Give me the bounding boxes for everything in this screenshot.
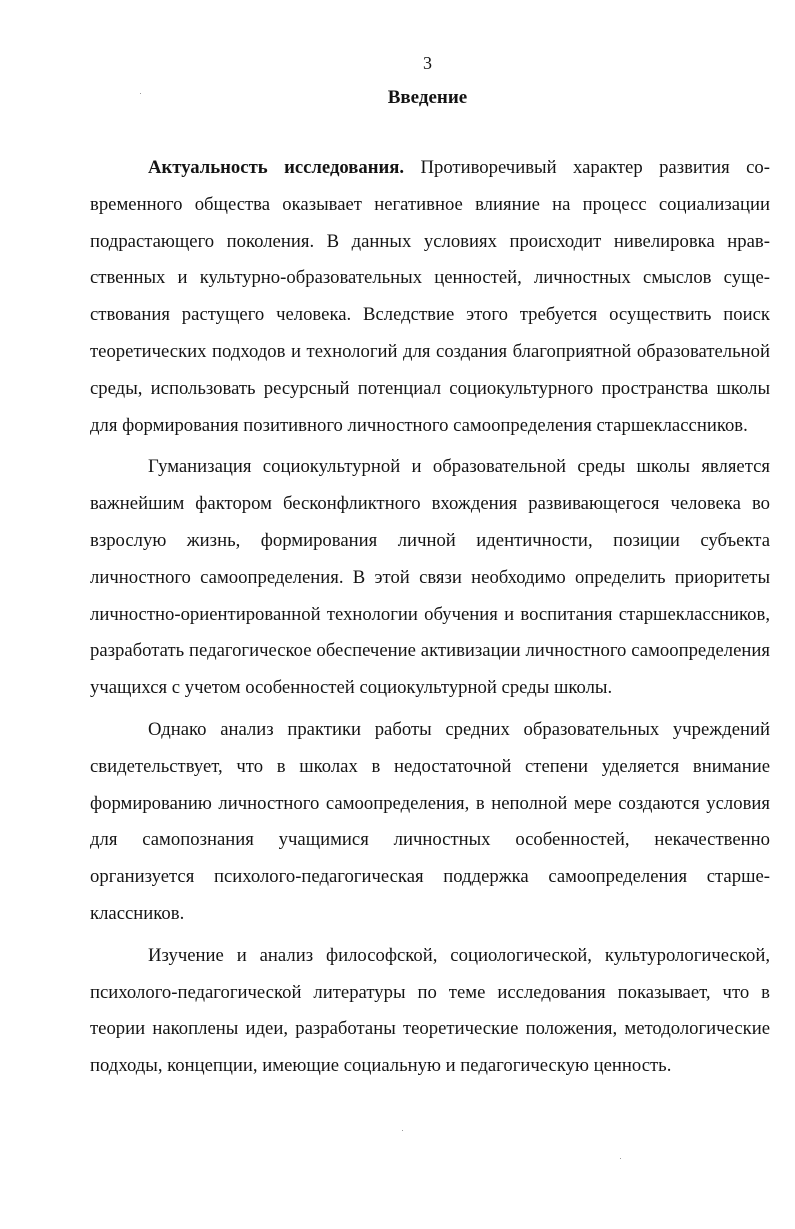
page-title: Введение: [387, 87, 468, 108]
paragraph-lead-heading: Актуальность исследования.: [148, 157, 405, 178]
paragraph-literature-review: Изучение и анализ философской, социологической, культурологической, психолого-педагогической литературы по теме исследования показывает, что в теории накоплены идеи, разработаны теоретические положения, методологические подходы, концепции, имеющие социальную и педагогическую ценность.: [90, 944, 770, 1077]
paragraph-relevance: [90, 150, 770, 444]
scan-speck: [140, 93, 141, 94]
body-text: [90, 150, 770, 1090]
paragraph-text: Противоречивый характер развития современного общества оказывает негативное влияние на процесс социализации подрастающего поколения. В данных условиях происходит нивелировка нравственных и культурно-образовательных ценностей, личностных смыслов существования растущего человека. Вследствие этого требуется осуществить поиск теоретических подходов и технологий для создания благоприятной образовательной среды, использовать ресурсный потенциал социокультурного пространства школы для формирования позитивного личностного самоопределения старшеклассников.: [90, 157, 771, 436]
page-number: 3: [423, 53, 432, 73]
scan-speck: [620, 1158, 621, 1159]
paragraph-practice-analysis: Однако анализ практики работы средних образовательных учреждений свидетельствует, что в школах в недостаточной степени уделяется внимание формированию личностного самоопределения, в неполной мере создаются условия для самопознания учащимися личностных особенностей, некачественно организуется психолого-педагогическая поддержка самоопределения старшеклассников.: [90, 718, 770, 924]
scan-speck: [402, 1130, 403, 1131]
paragraph-humanization: Гуманизация социокультурной и образовательной среды школы является важнейшим фактором бесконфликтного вхождения развивающегося человека во взрослую жизнь, формирования личной идентичности, позиции субъекта личностного самоопределения. В этой связи необходимо определить приоритеты личностно-ориентированной технологии обучения и воспитания старшеклассников, разработать педагогическое обеспечение активизации личностного самоопределения учащихся с учетом особенностей социокультурной среды школы.: [90, 456, 770, 699]
